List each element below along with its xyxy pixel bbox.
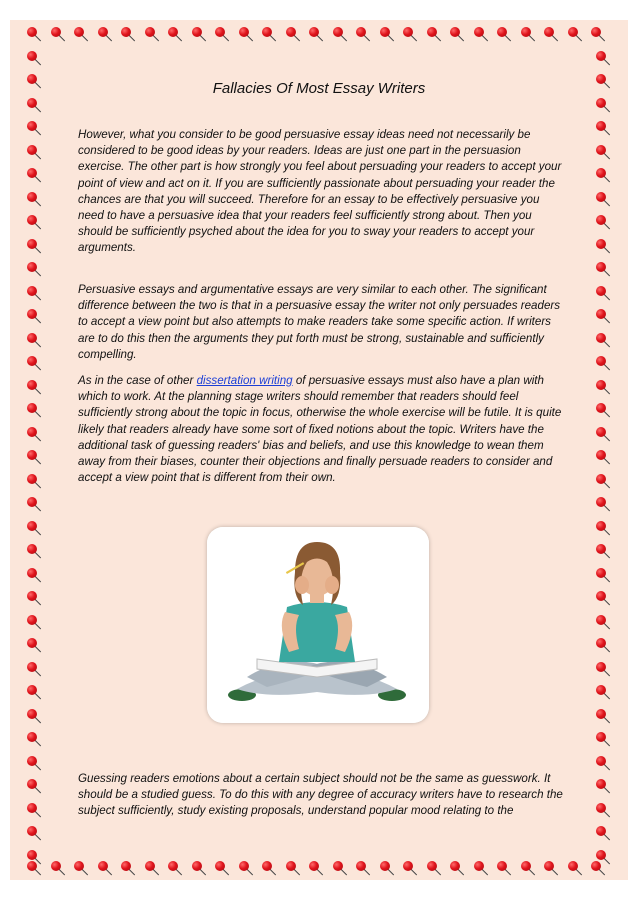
paragraph-3-text-after: of persuasive essays must also have a plan with which to work. At the planning stage writers should remember that readers should feel sufficiently strong about the topic in focus, otherwise the whole exercise will be futile. It is quite likely that readers already have some sort of fixed notions about the topic. Writers have the additional task of guessing readers' bias and beliefs, and use this knowledge to wean them away from their biases, counter their objections and finally persuade readers to consider and accept a view point that is different from their own. (78, 374, 562, 485)
student-illustration (207, 527, 429, 723)
paragraph-2: Persuasive essays and argumentative essays are very similar to each other. The significant difference between the two is that in a persuasive essay the writer not only persuades readers to accept a view point but also attempts to make readers take some specific action. If writers are to do this then the arguments they put forth must be strong, sustainable and sufficiently compelling. (78, 283, 561, 361)
student-photo (207, 527, 429, 723)
dissertation-writing-link[interactable]: dissertation writing (196, 374, 293, 387)
paragraph-3 (78, 373, 564, 486)
paragraph-1: However, what you consider to be good persuasive essay ideas need not necessarily be considered to be good ideas by your readers. Ideas are just one part in the persuasion exercise. The other part is how strongly you feel about persuading your readers to accept your point of view and act on it. If you are sufficiently passionate about persuading your reader the chances are that you will succeed. Therefore for an essay to be effectively persuasive you need to have a persuasive idea that your readers feel sufficiently strong about. Then you should be sufficiently psyched about the idea for you to sway your readers to accept your arguments. (78, 128, 562, 255)
paragraph-4: Guessing readers emotions about a certain subject should not be the same as guesswork. It should be a studied guess. To do this with any degree of accuracy writers have to research the subject sufficiently, study existing proposals, understand popular mood relating to the (78, 772, 563, 818)
paragraph-3-text-before: As in the case of other (78, 374, 197, 387)
document-title: Fallacies Of Most Essay Writers (212, 80, 426, 97)
